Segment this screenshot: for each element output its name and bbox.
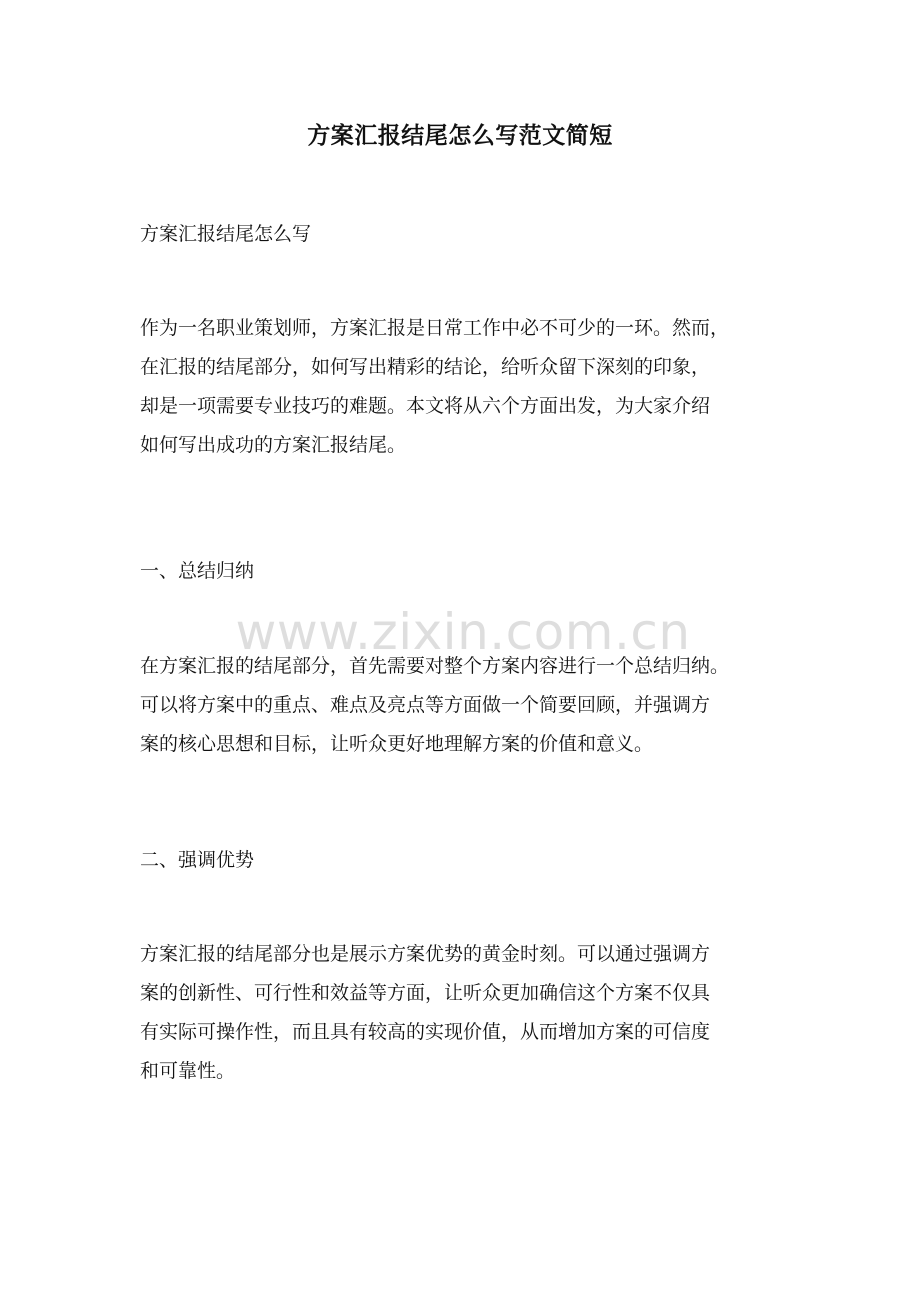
paragraph-line: 作为一名职业策划师，方案汇报是日常工作中必不可少的一环。然而， (140, 317, 730, 339)
paragraph-line: 可以将方案中的重点、难点及亮点等方面做一个简要回顾，并强调方 (140, 694, 711, 716)
intro-paragraph (140, 309, 790, 465)
paragraph-line: 案的核心思想和目标，让听众更好地理解方案的价值和意义。 (140, 733, 654, 755)
section-heading-summary: 一、总结归纳 (140, 560, 255, 582)
section-paragraph-summary (140, 647, 790, 764)
document-title: 方案汇报结尾怎么写范文简短 (307, 122, 613, 149)
section-paragraph-advantages (140, 935, 790, 1091)
paragraph-line: 有实际可操作性，而且具有较高的实现价值，从而增加方案的可信度 (140, 1021, 711, 1043)
watermark: www.zixin.com.cn (235, 603, 691, 661)
paragraph-line: 方案汇报的结尾部分也是展示方案优势的黄金时刻。可以通过强调方 (140, 943, 711, 965)
paragraph-line: 案的创新性、可行性和效益等方面，让听众更加确信这个方案不仅具 (140, 982, 711, 1004)
paragraph-line: 在方案汇报的结尾部分，首先需要对整个方案内容进行一个总结归纳。 (140, 655, 730, 677)
section-heading-advantages: 二、强调优势 (140, 849, 255, 871)
paragraph-line: 如何写出成功的方案汇报结尾。 (140, 434, 407, 456)
document-subtitle: 方案汇报结尾怎么写 (140, 223, 312, 245)
paragraph-line: 和可靠性。 (140, 1060, 236, 1082)
paragraph-line: 却是一项需要专业技巧的难题。本文将从六个方面出发，为大家介绍 (140, 395, 711, 417)
paragraph-line: 在汇报的结尾部分，如何写出精彩的结论，给听众留下深刻的印象， (140, 356, 711, 378)
